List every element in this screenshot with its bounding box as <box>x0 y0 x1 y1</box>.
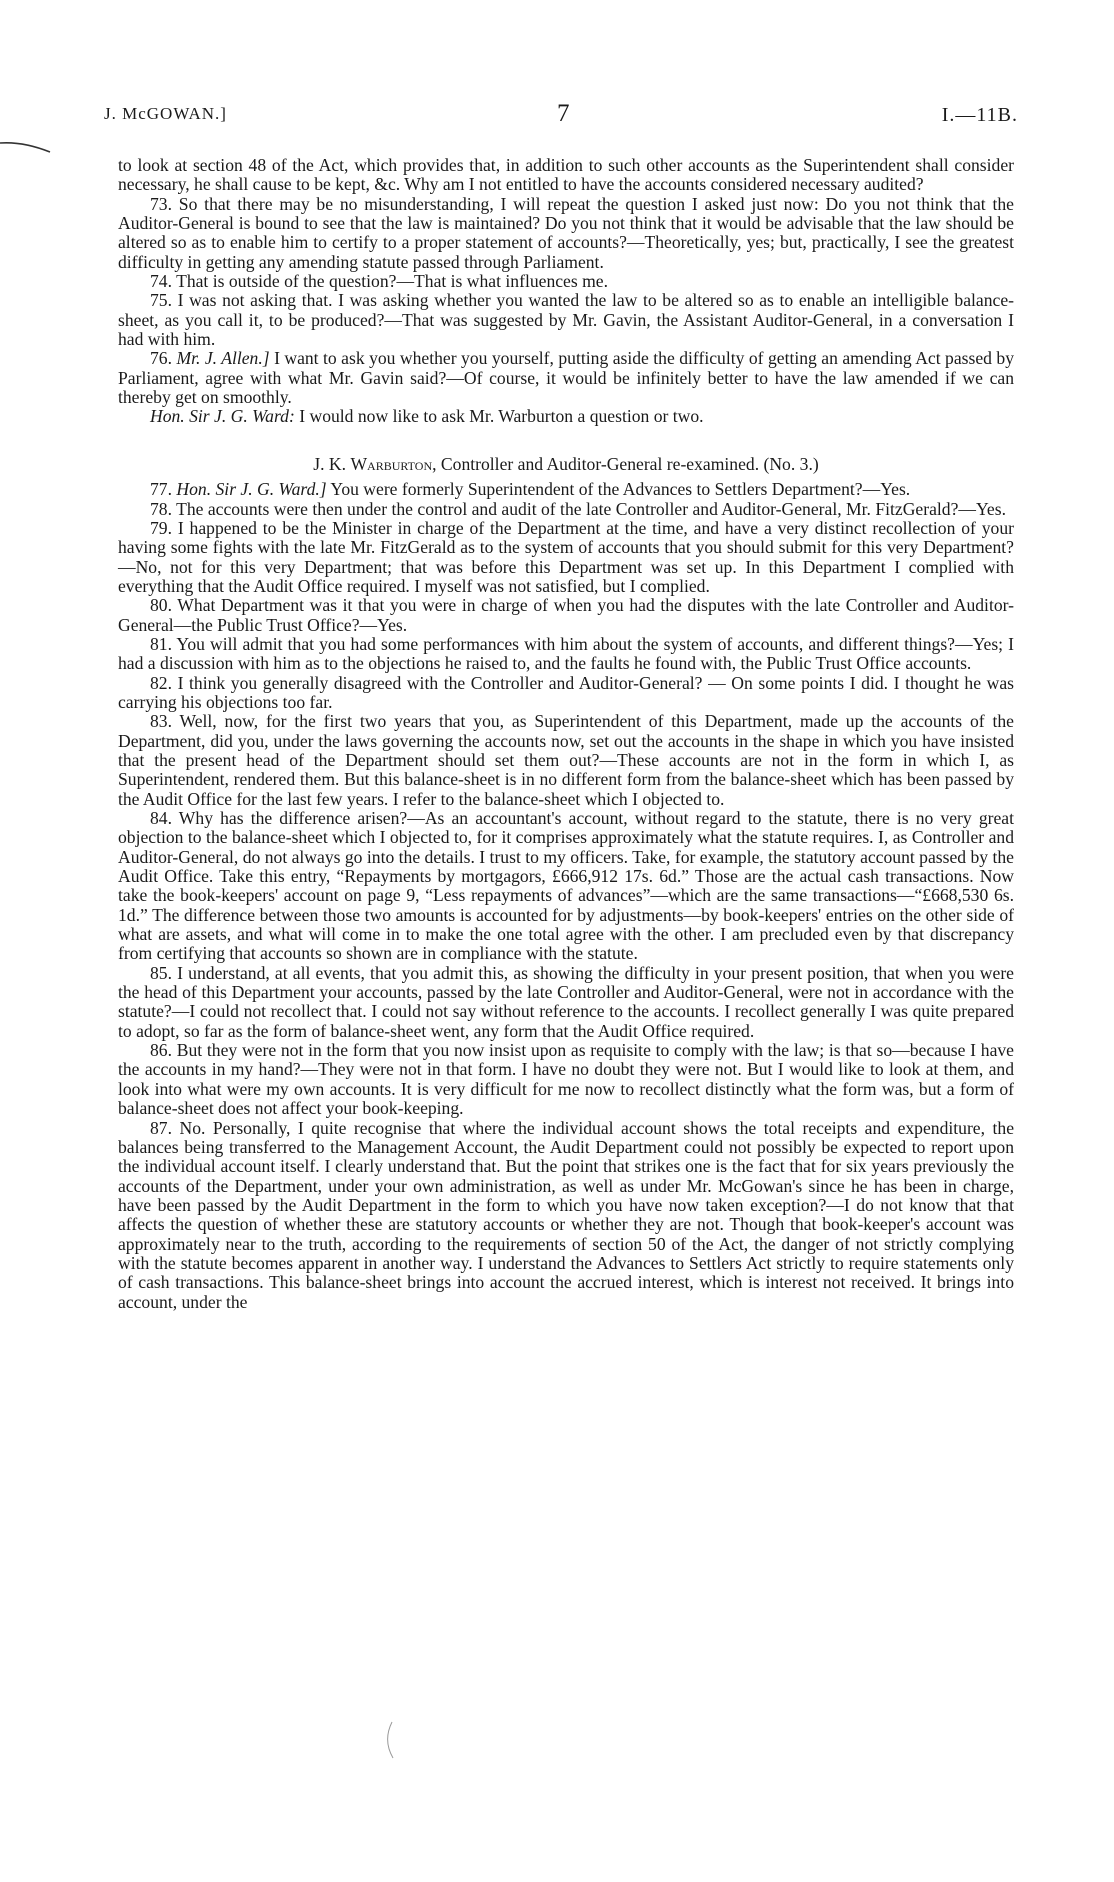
question-83: 83. Well, now, for the first two years that you, as Superintendent of this Department, made up the accounts of the Department, did you, under the laws governing the accounts now, set out the accounts in the shape in which you have insisted that the present head of the Department should set them out?—These accounts are not in the form in which I, as Superintendent, rendered them. But this balance-sheet is in no different form from the balance-sheet which has been passed by the Audit Office for the last few years. I refer to the balance-sheet which I objected to. <box>118 711 1014 809</box>
question-86: 86. But they were not in the form that you now insist upon as requisite to comply with the law; is that so—because I have the accounts in my hand?—They were not in that form. I have no doubt they were not. But I would like to look at them, and look into what were my own accounts. It is very difficult for me now to recollect distinctly what the form was, but a form of balance-sheet does not affect your book-keeping. <box>118 1040 1014 1119</box>
question-80: 80. What Department was it that you were in charge of when you had the disputes with the late Controller and Auditor-General—the Public Trust Office?—Yes. <box>118 595 1014 635</box>
question-79: 79. I happened to be the Minister in charge of the Department at the time, and have a very distinct recollection of your having some fights with the late Mr. FitzGerald as to the system of accounts that you should submit for this very Department?—No, not for this very Department; that was before this Department was set up. In this Department I complied with everything that the Audit Office required. I myself was not satisfied, but I complied. <box>118 517 1014 596</box>
witness-heading: J. K. Warburton, Controller and Auditor-General re-examined. (No. 3.) <box>313 453 819 474</box>
speaker-remark: Hon. Sir J. G. Ward: I would now like to ask Mr. Warburton a question or two. <box>150 406 704 427</box>
question-82: 82. I think you generally disagreed with the Controller and Auditor-General? — On some points I did. I thought he was carrying his objections too far. <box>118 672 1014 712</box>
question-77: 77. Hon. Sir J. G. Ward.] You were formerly Superintendent of the Advances to Settlers Department?—Yes. <box>150 479 911 500</box>
question-85: 85. I understand, at all events, that you admit this, as showing the difficulty in your present position, that when you were the head of this Department your accounts, passed by the late Controller and Auditor-General, were not in accordance with the statute?—I could not recollect that. I could not say without reference to the accounts. I recollect generally I was quite prepared to adopt, so far as the form of balance-sheet went, any form that the Audit Office required. <box>118 962 1014 1041</box>
speaker-name: Mr. J. Allen.] <box>176 348 270 369</box>
question-74: 74. That is outside of the question?—That is what influences me. <box>150 271 608 292</box>
witness-name: Warburton <box>350 453 433 474</box>
speaker-name: Hon. Sir J. G. Ward.] <box>176 479 327 500</box>
margin-pen-stroke <box>383 1720 397 1760</box>
running-head-name: J. McGOWAN.] <box>104 104 227 123</box>
page-header <box>104 100 1018 134</box>
question-76: 76. Mr. J. Allen.] I want to ask you whether you yourself, putting aside the difficulty of getting an amending Act passed by Parliament, agree with what Mr. Gavin said?—Of course, it would be infinitely better to have the law amended if we can thereby get on smoothly. <box>118 348 1015 408</box>
speaker-name: Hon. Sir J. G. Ward: <box>150 406 295 427</box>
continuation-paragraph: to look at section 48 of the Act, which provides that, in addition to such other accounts as the Superintendent shall consider necessary, he shall cause to be kept, &c. Why am I not entitled to have the accounts considered necessary audited? <box>118 155 1014 195</box>
question-87: 87. No. Personally, I quite recognise that where the individual account shows the total receipts and expenditure, the balances being transferred to the Management Account, the Audit Department could not possibly be expected to report upon the individual account itself. I clearly understand that. But the point that strikes one is the fact that for six years previously the accounts of the Department, under your own administration, as well as under Mr. McGowan's since he has been in charge, have been passed by the Audit Department in the form to which you have now taken exception?—I do not know that that affects the question of whether these are statutory accounts or whether they are not. Though that book-keeper's account was approximately near to the truth, according to the requirements of section 50 of the Act, the danger of not strictly complying with the statute becomes apparent in another way. I understand the Advances to Settlers Act strictly to require statements only of cash transactions. This balance-sheet brings into account the accrued interest, which is interest not received. It brings into account, under the <box>118 1117 1014 1312</box>
testimony-body <box>118 156 1014 1312</box>
margin-pen-stroke <box>0 140 52 154</box>
question-84: 84. Why has the difference arisen?—As an accountant's account, without regard to the statute, there is no very great objection to the balance-sheet which I objected to, for it comprises approximately what the statute requires. I, as Controller and Auditor-General, do not always go into the details. I trust to my officers. Take, for example, the statutory account passed by the Audit Office. Take this entry, “Repayments by mortgagors, £666,912 17s. 6d.” Those are the actual cash transactions. Now take the book-keepers' account on page 9, “Less repayments of advances”—which are the same transactions—“£668,530 6s. 1d.” The difference between those two amounts is accounted for by adjustments—by book-keepers' entries on the other side of what are assets, and what will come in to make the one total agree with the other. I am precluded even by that discrepancy from certifying that accounts so shown are in compliance with the statute. <box>118 808 1014 964</box>
document-reference: I.—11B. <box>941 104 1018 126</box>
question-73: 73. So that there may be no misunderstanding, I will repeat the question I asked just now: Do you not think that the Auditor-General is bound to see that the law is maintained? Do you not think that it would be advisable that the law should be altered so as to enable him to certify to a proper statement of accounts?—Theoretically, yes; but, practically, I see the greatest difficulty in getting any amending statute passed through Parliament. <box>118 193 1014 272</box>
question-78: 78. The accounts were then under the control and audit of the late Controller and Auditor-General, Mr. FitzGerald?—Yes. <box>150 498 1006 519</box>
question-81: 81. You will admit that you had some performances with him about the system of accounts, and different things?—Yes; I had a discussion with him as to the objections he raised to, and the faults he found with, the Public Trust Office accounts. <box>118 633 1014 674</box>
page-number: 7 <box>557 100 570 127</box>
question-75: 75. I was not asking that. I was asking whether you wanted the law to be altered so as to enable an intelligible balance-sheet, as you call it, to be produced?—That was suggested by Mr. Gavin, the Assistant Auditor-General, in a conversation I had with him. <box>118 290 1014 350</box>
